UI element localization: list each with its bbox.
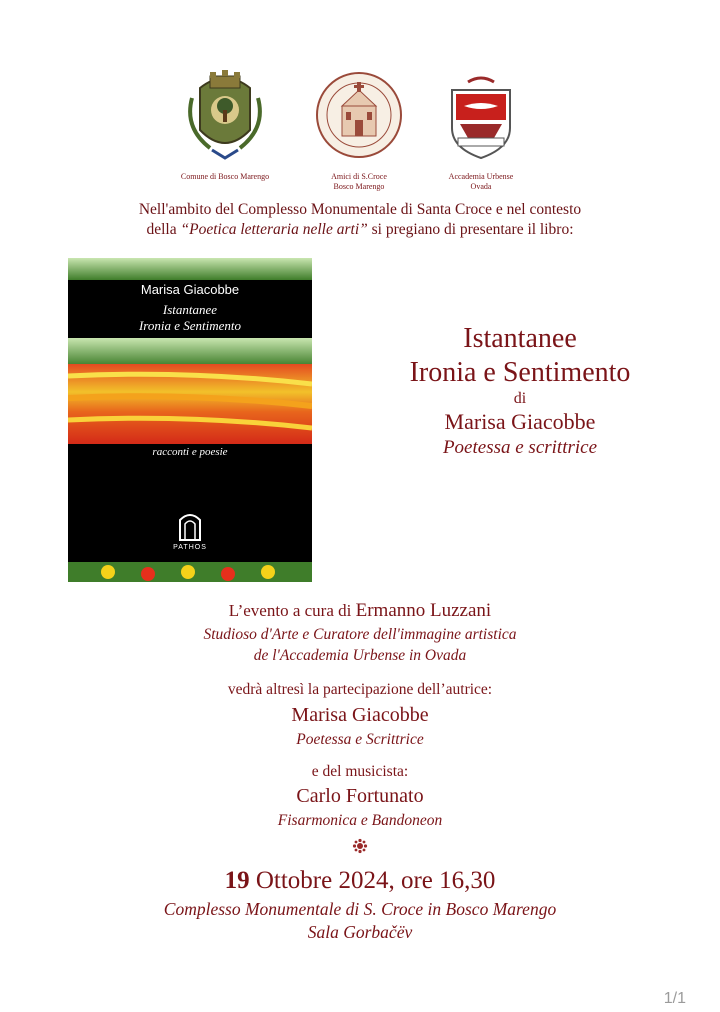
curator-role-2: de l'Accademia Urbense in Ovada bbox=[253, 647, 467, 664]
caption-line: Accademia Urbense bbox=[448, 172, 514, 181]
book-cover-title-2: Ironia e Sentimento bbox=[138, 318, 242, 333]
santa-croce-seal-icon bbox=[314, 70, 404, 160]
logo-bosco-marengo bbox=[180, 68, 270, 164]
curator-role-1: Studioso d'Arte e Curatore dell'immagine artistica bbox=[203, 626, 517, 643]
book-cover-author: Marisa Giacobbe bbox=[140, 282, 240, 297]
participation-author-role: Poetessa e Scrittrice bbox=[296, 731, 424, 748]
intro-line-2 bbox=[0, 220, 720, 240]
logo-caption-bosco bbox=[160, 172, 290, 182]
title-di: di bbox=[513, 390, 527, 407]
event-place: Complesso Monumentale di S. Croce in Bosco Marengo bbox=[163, 899, 557, 919]
title-block bbox=[320, 322, 720, 460]
curator-name: Ermanno Luzzani bbox=[355, 600, 492, 621]
book-cover-subtitle: racconti e poesie bbox=[152, 446, 228, 458]
event-date bbox=[0, 866, 720, 896]
book-title-1: Istantanee bbox=[463, 323, 577, 354]
book-cover bbox=[68, 258, 312, 582]
intro-line-1: Nell'ambito del Complesso Monumentale di Santa Croce e nel contesto bbox=[138, 201, 582, 218]
curator-line bbox=[0, 600, 720, 621]
caption-line: Amici di S.Croce bbox=[331, 172, 387, 181]
musician-intro: e del musicista: bbox=[311, 763, 409, 780]
curator-intro: L’evento a cura di bbox=[228, 601, 356, 620]
caption-line: Bosco Marengo bbox=[333, 182, 385, 191]
logo-caption-accademia bbox=[416, 172, 546, 192]
intro-text bbox=[0, 200, 720, 240]
title-author-role: Poetessa e scrittrice bbox=[442, 437, 598, 458]
musician-role: Fisarmonica e Bandoneon bbox=[277, 812, 443, 829]
intro-line-2-pre: della bbox=[146, 221, 181, 238]
event-room: Sala Gorbačëv bbox=[307, 922, 413, 942]
bosco-marengo-crest-icon bbox=[180, 68, 270, 164]
logo-accademia-urbense bbox=[446, 72, 516, 160]
intro-line-2-italic: “Poetica letteraria nelle arti” bbox=[180, 221, 368, 238]
musician-name: Carlo Fortunato bbox=[296, 785, 424, 807]
book-title-2: Ironia e Sentimento bbox=[409, 357, 631, 388]
event-date-rest: Ottobre 2024, ore 16,30 bbox=[249, 867, 496, 894]
logo-caption-santa-croce bbox=[294, 172, 424, 192]
intro-line-2-post: si pregiano di presentare il libro: bbox=[367, 221, 574, 238]
book-cover-title-1: Istantanee bbox=[162, 302, 218, 317]
event-day: 19 bbox=[224, 867, 250, 894]
accademia-urbense-crest-icon bbox=[446, 72, 516, 160]
caption-line: Ovada bbox=[470, 182, 492, 191]
page-indicator: 1/1 bbox=[663, 990, 686, 1007]
book-cover-publisher: PATHOS bbox=[173, 544, 207, 551]
logo-santa-croce bbox=[314, 70, 404, 160]
caption-line: Comune di Bosco Marengo bbox=[180, 172, 270, 181]
participation-author: Marisa Giacobbe bbox=[291, 704, 429, 726]
participation-intro: vedrà altresì la partecipazione dell’autrice: bbox=[227, 681, 493, 698]
title-author: Marisa Giacobbe bbox=[444, 409, 596, 434]
ornament-icon bbox=[352, 838, 368, 854]
